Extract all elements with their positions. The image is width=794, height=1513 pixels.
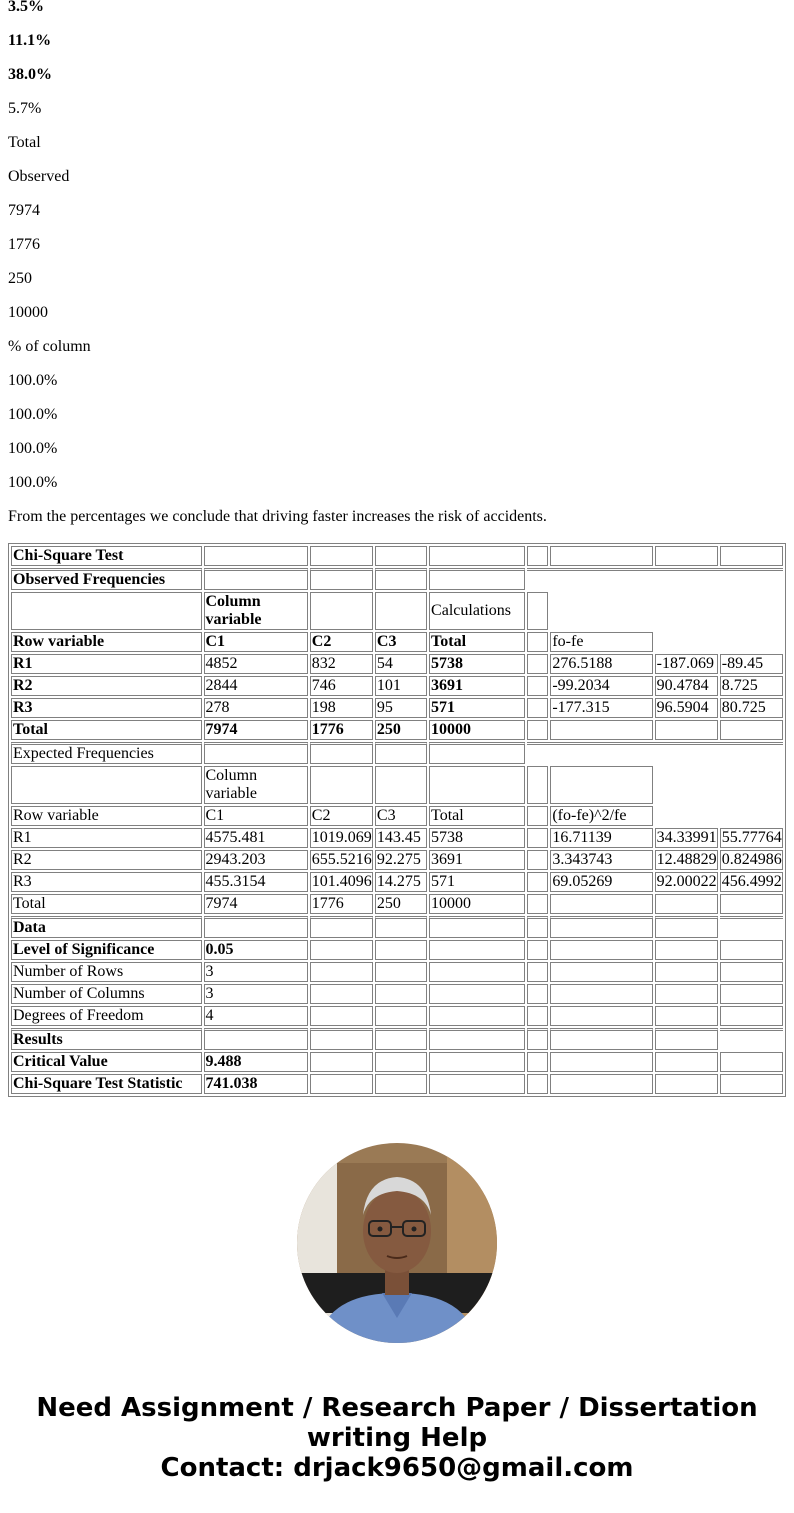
cell: 250 [375, 894, 427, 914]
percent-line: 11.1% [8, 32, 52, 49]
param-label: Number of Columns [11, 984, 202, 1004]
table-row [11, 1006, 783, 1026]
cell: 5738 [429, 828, 525, 848]
param-value: 3 [204, 984, 308, 1004]
cell: 571 [429, 698, 525, 718]
cell: 92.275 [375, 850, 427, 870]
cell: 54 [375, 654, 427, 674]
section-heading: Expected Frequencies [11, 742, 202, 764]
cell: 2844 [204, 676, 308, 696]
param-value: 4 [204, 1006, 308, 1026]
section-heading: Results [11, 1028, 202, 1050]
help-line: writing Help [306, 1423, 488, 1453]
section-heading: Data [11, 916, 202, 938]
text-line: 100.0% [8, 406, 58, 423]
table-row [11, 1028, 783, 1050]
result-value: 9.488 [204, 1052, 308, 1072]
result-label: Critical Value [11, 1052, 202, 1072]
result-label: Chi-Square Test Statistic [11, 1074, 202, 1094]
cell: 69.05269 [550, 872, 652, 892]
text-line: % of column [8, 338, 91, 355]
row-label: R1 [11, 828, 202, 848]
row-label: R2 [11, 850, 202, 870]
cell: 276.5188 [550, 654, 652, 674]
column-header: C3 [375, 806, 427, 826]
table-row [11, 850, 783, 870]
cell: 55.77764 [721, 829, 782, 846]
table-row [11, 592, 783, 630]
cell: 250 [375, 720, 427, 740]
table-row [11, 962, 783, 982]
result-value: 741.038 [204, 1074, 308, 1094]
text-line: 100.0% [8, 440, 58, 457]
column-header: C2 [310, 632, 373, 652]
text-line: 250 [8, 270, 32, 287]
cell: 571 [429, 872, 525, 892]
table-row [11, 872, 783, 892]
table-row [11, 984, 783, 1004]
cell: -187.069 [655, 654, 718, 674]
cell: 92.00022 [656, 873, 717, 890]
cell: 14.275 [375, 872, 427, 892]
calc-heading: (fo-fe)^2/fe [550, 806, 652, 826]
text-line: 5.7% [8, 100, 42, 117]
text-line: 7974 [8, 202, 40, 219]
row-label: Total [11, 894, 202, 914]
column-header: Total [429, 806, 525, 826]
cell: 1019.069 [311, 829, 372, 846]
table-row [11, 766, 783, 804]
percent-line: 3.5% [8, 0, 44, 15]
text-line: 100.0% [8, 372, 58, 389]
cell: 3691 [429, 676, 525, 696]
table-row [11, 940, 783, 960]
cell: 3.343743 [550, 850, 652, 870]
cell: 3691 [429, 850, 525, 870]
cell: 95 [375, 698, 427, 718]
table-row [11, 676, 783, 696]
table-row [11, 806, 783, 826]
param-label: Number of Rows [11, 962, 202, 982]
percent-line: 38.0% [8, 66, 52, 83]
text-line: 10000 [8, 304, 48, 321]
table-row [11, 568, 783, 590]
cell: 1776 [310, 720, 373, 740]
avatar-portrait [297, 1143, 497, 1343]
cell: 655.5216 [311, 851, 372, 868]
cell: 278 [204, 698, 308, 718]
cell: 10000 [429, 894, 525, 914]
cell: 7974 [204, 894, 308, 914]
column-variable-label: Column variable [204, 592, 308, 630]
text-line: 1776 [8, 236, 40, 253]
cell: 34.33991 [656, 829, 717, 846]
cell: 5738 [429, 654, 525, 674]
table-row [11, 720, 783, 740]
table-row [11, 1074, 783, 1094]
param-label: Degrees of Freedom [11, 1006, 202, 1026]
row-label: R2 [11, 676, 202, 696]
cell: 746 [310, 676, 373, 696]
cell: 12.48829 [656, 851, 717, 868]
calc-heading: fo-fe [550, 632, 652, 652]
cell: 90.4784 [655, 676, 718, 696]
text-line: 100.0% [8, 474, 58, 491]
cell: 96.5904 [655, 698, 718, 718]
conclusion-text: From the percentages we conclude that driving faster increases the risk of accidents. [8, 508, 547, 525]
cell: 455.3154 [204, 872, 308, 892]
cell: 832 [310, 654, 373, 674]
column-header: Total [429, 632, 525, 652]
cell: 198 [310, 698, 373, 718]
table-row [11, 632, 783, 652]
column-variable-label: Column variable [204, 766, 308, 804]
column-header: C1 [204, 632, 308, 652]
cell: -177.315 [550, 698, 652, 718]
row-label: R1 [11, 654, 202, 674]
cell: 4575.481 [204, 828, 308, 848]
table-row [11, 654, 783, 674]
row-label: R3 [11, 698, 202, 718]
table-row [11, 698, 783, 718]
row-label: Total [11, 720, 202, 740]
row-variable-label: Row variable [11, 632, 202, 652]
contact-line: Contact: drjack9650@gmail.com [160, 1453, 634, 1483]
help-banner [0, 1393, 794, 1483]
cell: -99.2034 [550, 676, 652, 696]
column-header: C1 [204, 806, 308, 826]
cell: 80.725 [720, 698, 783, 718]
cell: 101.4096 [311, 873, 372, 890]
cell: 1776 [310, 894, 373, 914]
row-label: R3 [11, 872, 202, 892]
section-heading: Observed Frequencies [11, 568, 202, 590]
cell: 2943.203 [204, 850, 308, 870]
table-row [11, 742, 783, 764]
param-value: 0.05 [204, 940, 308, 960]
avatar [297, 1143, 497, 1343]
cell: 7974 [204, 720, 308, 740]
cell: 16.71139 [550, 828, 652, 848]
table-row [11, 546, 783, 566]
table-row [11, 916, 783, 938]
calculations-label: Calculations [429, 592, 525, 630]
table-row [11, 894, 783, 914]
column-header: C2 [310, 806, 373, 826]
cell: 0.824986 [721, 851, 782, 868]
cell: 143.45 [375, 828, 427, 848]
cell: -89.45 [720, 654, 783, 674]
text-line: Total [8, 134, 41, 151]
table-row [11, 828, 783, 848]
chi-square-table [8, 543, 786, 1097]
cell: 10000 [429, 720, 525, 740]
text-content [8, 0, 786, 526]
param-value: 3 [204, 962, 308, 982]
text-line: Observed [8, 168, 70, 185]
cell: 101 [375, 676, 427, 696]
param-label: Level of Significance [11, 940, 202, 960]
cell: 4852 [204, 654, 308, 674]
table-row [11, 1052, 783, 1072]
table-title: Chi-Square Test [11, 546, 202, 566]
row-variable-label: Row variable [11, 806, 202, 826]
help-line: Need Assignment / Research Paper / Dissertation [36, 1393, 758, 1423]
cell: 456.4992 [721, 873, 782, 890]
cell: 8.725 [720, 676, 783, 696]
column-header: C3 [375, 632, 427, 652]
